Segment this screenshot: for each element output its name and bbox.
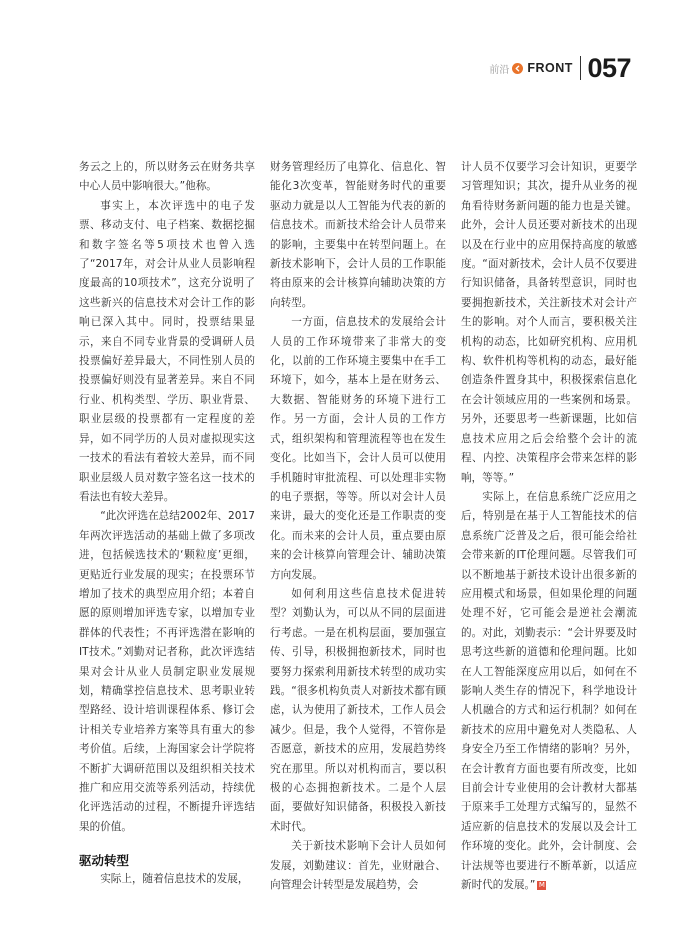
- paragraph: 如何利用这些信息技术促进转型？刘勤认为，可以从不同的层面进行考虑。一是在机构层面，要加强宣传、引导，积极拥抱新技术，同时也要努力探索利用新技术转型的成功实践。“很多机构负责人对新技术都有顾虑，认为使用了新技术，工作人员会减少。但是，我个人觉得，不管你是否愿意，新技术的应用，发展趋势终究在那里。所以对机构而言，要以积极的心态拥抱新技术。二是个人层面，要做好知识储备，积极投入新技术时代。: [270, 587, 446, 833]
- page-header: [489, 53, 631, 83]
- paragraph: 计人员不仅要学习会计知识，更要学习管理知识；其次，提升从业务的视角看待财务新问题的能力也是关键。此外，会计人员还要对新技术的出现以及在行业中的应用保持高度的敏感度。“面对新技术，会计人员不仅要进行知识储备，具备转型意识，同时也要拥抱新技术，关注新技术对会计产生的影响。对个人而言，要积极关注机构的动态，比如研究机构、应用机构、软件机构等机构的动态，最好能创造条件置身其中，积极探索信息化在会计领域应用的一些案例和场景。另外，还要思考一些新课题，比如信息技术应用之后会给整个会计的流程、内控、决策程序会带来怎样的影响，等等。”: [461, 161, 637, 484]
- paragraph: 事实上，本次评选中的电子发票、移动支付、电子档案、数据挖掘和数字签名等5项技术也曾入选了“2017年，对会计从业人员影响程度最高的10项技术”，这充分说明了这些新兴的信息技术对会计工作的影响已深入其中。同时，投票结果显示，来自不同专业背景的受调研人员投票偏好差异最大，不同性别人员的投票偏好则没有显著差异。来自不同行业、机构类型、学历、职业背景、职业层级的投票都有一定程度的差异，如不同学历的人员对虚拟现实这一技术的看法有着较大差异，而不同职业层级人员对数字签名这一技术的看法也有较大差异。: [79, 199, 255, 503]
- paragraph: 务云之上的，所以财务云在财务共享中心人员中影响很大。”他称。: [79, 161, 255, 193]
- chevron-left-icon: [512, 63, 523, 74]
- text-column-3: [461, 158, 637, 895]
- paragraph: 关于新技术影响下会计人员如何发展，刘勤建议：首先，业财融合、向管理会计转型是发展趋势，会: [270, 840, 446, 892]
- text-column-2: [270, 158, 446, 895]
- header-divider: [580, 56, 582, 80]
- paragraph: “此次评选在总结2002年、2017年两次评选活动的基础上做了多项改进，包括候选技术的‘颗粒度’更细，更贴近行业发展的现实；在投票环节增加了技术的典型应用介绍；本着自愿的原则增加评选专家，以增加专业群体的代表性；不再评选潜在影响的IT技术。”刘勤对记者称，此次评选结果对会计从业人员制定职业发展规划，精确掌控信息技术、思考职业转型路经、设计培训课程体系、修订会计相关专业培养方案等具有重大的参考价值。后续，上海国家会计学院将不断扩大调研范围以及组织相关技术推广和应用交流等系列活动，持续优化评选活动的过程，不断提升评选结果的价值。: [79, 510, 255, 833]
- page-number: 057: [587, 53, 631, 83]
- article-end-mark-icon: M: [538, 880, 545, 889]
- paragraph: 实际上，在信息系统广泛应用之后，特别是在基于人工智能技术的信息系统广泛普及之后，很可能会给社会带来新的IT伦理问题。尽管我们可以不断地基于新技术设计出很多新的应用模式和场景，但如果伦理的问题处理不好，它可能会是逆社会潮流的。对此，刘勤表示：“会计界要及时思考这些新的道德和伦理问题。比如在人工智能深度应用以后，如何在不影响人类生存的情况下，科学地设计人机融合的方式和运行机制？如何在新技术的应用中避免对人类隐私、人身安全乃至工作情绪的影响？另外，在会计教育方面也要有所改变，比如目前会计专业使用的会计教材大都基于原来手工处理方式编写的，显然不适应新的信息技术的发展以及会计工作环境的变化。此外，会计制度、会计法规等也要进行不断革新，以适应新时代的发展。” M: [461, 490, 637, 892]
- paragraph: 财务管理经历了电算化、信息化、智能化3次变革，智能财务时代的重要驱动力就是以人工智能为代表的新的信息技术。而新技术给会计人员带来的影响，主要集中在转型问题上。在新技术影响下，会计人员的工作职能将由原来的会计核算向辅助决策的方向转型。: [270, 161, 446, 309]
- text-column-1: [79, 158, 255, 890]
- section-label-en: FRONT: [527, 61, 573, 75]
- section-heading: 驱动转型: [79, 853, 130, 869]
- paragraph: 实际上，随着信息技术的发展，: [100, 873, 249, 886]
- section-label-cn: 前沿: [489, 64, 510, 76]
- paragraph: 一方面，信息技术的发展给会计人员的工作环境带来了非常大的变化，以前的工作环境主要集中在手工环境下，如今，基本上是在财务云、大数据、智能财务的环境下进行工作。另一方面，会计人员的工作方式，组织架构和管理流程等也在发生变化。比如当下，会计人员可以使用手机随时审批流程、可以处理非实物的电子票据，等等。所以对会计人员来讲，最大的变化还是工作职责的变化。而未来的会计人员，重点要由原来的会计核算向管理会计、辅助决策方向发展。: [270, 316, 446, 581]
